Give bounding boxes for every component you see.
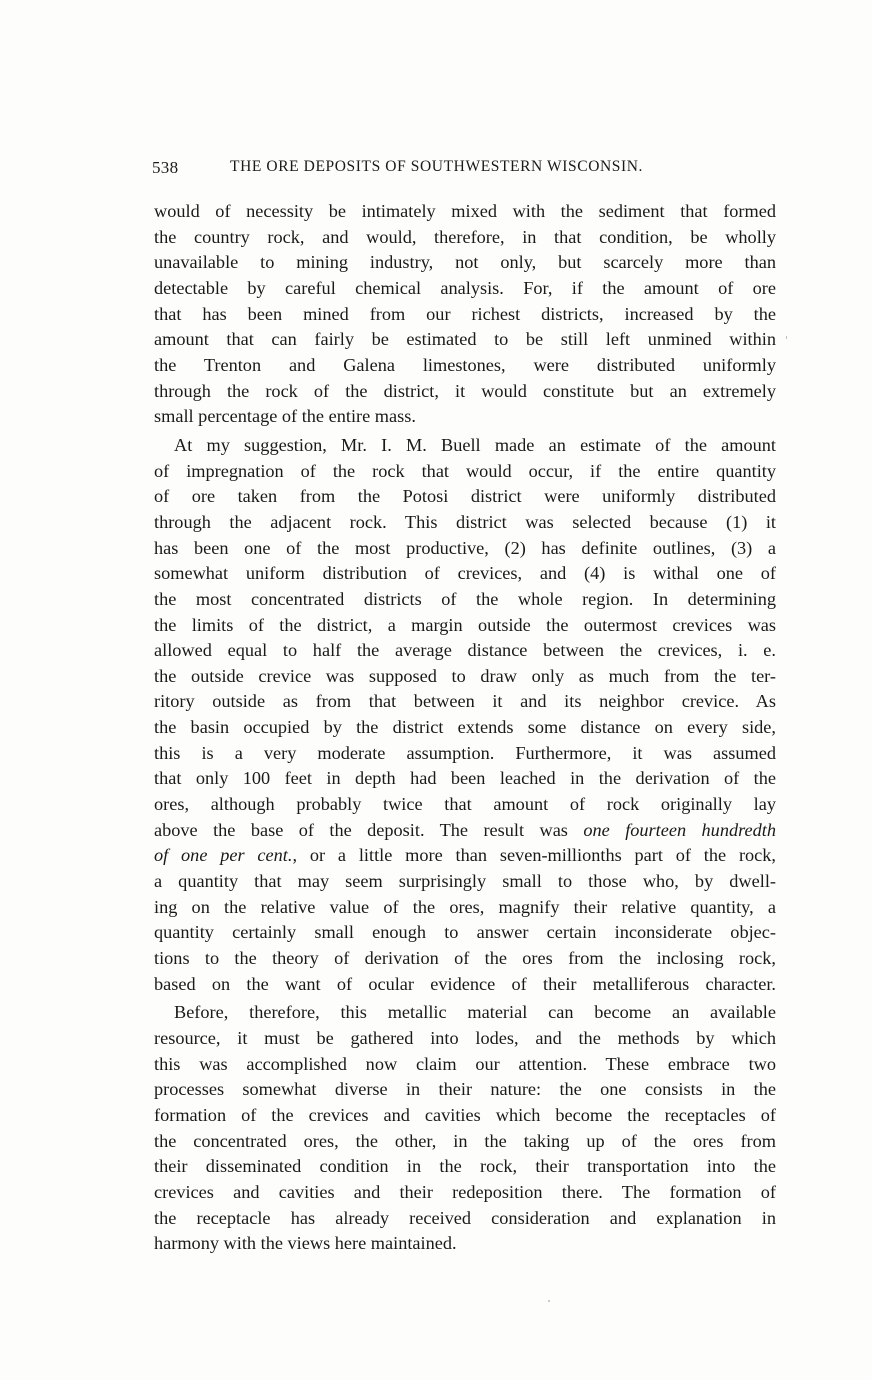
text-line: a quantity that may seem surprisingly small to those who, by dwell- bbox=[154, 871, 776, 892]
text-line: the concentrated ores, the other, in the taking up of the ores from bbox=[154, 1130, 776, 1151]
text-segment: a little more than seven-millionths part of the rock, bbox=[337, 845, 777, 866]
text-line: the Trenton and Galena limestones, were distributed uniformly bbox=[154, 354, 776, 375]
paper-speck bbox=[786, 336, 787, 339]
text-line: small percentage of the entire mass. bbox=[154, 406, 416, 427]
body-text bbox=[154, 199, 776, 1257]
page-header bbox=[152, 158, 712, 184]
text-line: amount that can fairly be estimated to be still left unmined within bbox=[154, 329, 776, 350]
text-line: At my suggestion, Mr. I. M. Buell made an estimate of the amount bbox=[174, 434, 776, 455]
text-line: harmony with the views here maintained. bbox=[154, 1233, 457, 1254]
text-line: that only 100 feet in depth had been leached in the derivation of the bbox=[154, 768, 776, 789]
text-line: of impregnation of the rock that would occur, if the entire quantity bbox=[154, 460, 776, 481]
text-line: ing on the relative value of the ores, magnify their relative quantity, a bbox=[154, 896, 776, 917]
italic-phrase: of one per cent. bbox=[154, 845, 293, 866]
text-line: would of necessity be intimately mixed with the sediment that formed bbox=[154, 201, 776, 221]
text-line: the most concentrated districts of the whole region. In determining bbox=[154, 588, 776, 609]
text-line: this was accomplished now claim our attention. These embrace two bbox=[154, 1053, 776, 1074]
paragraph-2 bbox=[154, 433, 776, 997]
text-line: the outside crevice was supposed to draw only as much from the ter- bbox=[154, 665, 776, 686]
text-line: Before, therefore, this metallic material can become an available bbox=[174, 1002, 776, 1023]
text-line: based on the want of ocular evidence of their metalliferous character. bbox=[154, 973, 776, 994]
text-line: resource, it must be gathered into lodes, and the methods by which bbox=[154, 1028, 776, 1048]
text-line: this is a very moderate assumption. Furthermore, it was assumed bbox=[154, 742, 776, 763]
text-line: somewhat uniform distribution of crevices, and (4) is withal one of bbox=[154, 563, 776, 584]
text-line: the basin occupied by the district extends some distance on every side, bbox=[154, 717, 776, 738]
italic-phrase: one fourteen hundredth bbox=[583, 819, 777, 840]
paragraph-1 bbox=[154, 199, 776, 430]
running-title: THE ORE DEPOSITS OF SOUTHWESTERN WISCONSIN. bbox=[230, 158, 644, 175]
text-line: of ore taken from the Potosi district were uniformly distributed bbox=[154, 486, 776, 507]
text-line: ritory outside as from that between it and its neighbor crevice. As bbox=[154, 691, 776, 712]
text-line: the limits of the district, a margin outside the outermost crevices was bbox=[154, 614, 776, 635]
text-line: quantity certainly small enough to answer certain inconsiderate objec- bbox=[154, 922, 776, 943]
text-line: has been one of the most productive, (2) has definite outlines, (3) a bbox=[154, 537, 776, 558]
text-line: processes somewhat diverse in their nature: the one consists in the bbox=[154, 1079, 776, 1100]
text-line: allowed equal to half the average distance between the crevices, i. e. bbox=[154, 640, 776, 661]
text-line: that has been mined from our richest districts, increased by the bbox=[154, 303, 776, 324]
text-line: tions to the theory of derivation of the ores from the inclosing rock, bbox=[154, 948, 776, 969]
text-line: through the adjacent rock. This district was selected because (1) it bbox=[154, 511, 776, 532]
text-line: through the rock of the district, it would constitute but an extremely bbox=[154, 380, 776, 401]
text-line: the receptacle has already received consideration and explanation in bbox=[154, 1207, 776, 1228]
text-line: their disseminated condition in the rock, their transportation into the bbox=[154, 1156, 776, 1177]
text-line: unavailable to mining industry, not only, but scarcely more than bbox=[154, 252, 776, 273]
text-line: detectable by careful chemical analysis. For, if the amount of ore bbox=[154, 277, 776, 298]
paper-speck bbox=[548, 1300, 550, 1302]
text-line: formation of the crevices and cavities which become the receptacles of bbox=[154, 1104, 776, 1125]
text-segment: , or bbox=[292, 845, 326, 866]
text-line: ores, although probably twice that amount of rock originally lay bbox=[154, 794, 776, 815]
text-line: crevices and cavities and their redeposition there. The formation of bbox=[154, 1181, 776, 1202]
text-line-with-italic bbox=[154, 818, 776, 844]
text-segment: above the base of the deposit. The result was bbox=[154, 819, 568, 840]
text-line-with-italic bbox=[154, 843, 776, 869]
page-number: 538 bbox=[152, 158, 179, 177]
paragraph-3 bbox=[154, 1000, 776, 1257]
text-line: the country rock, and would, therefore, in that condition, be wholly bbox=[154, 226, 776, 247]
